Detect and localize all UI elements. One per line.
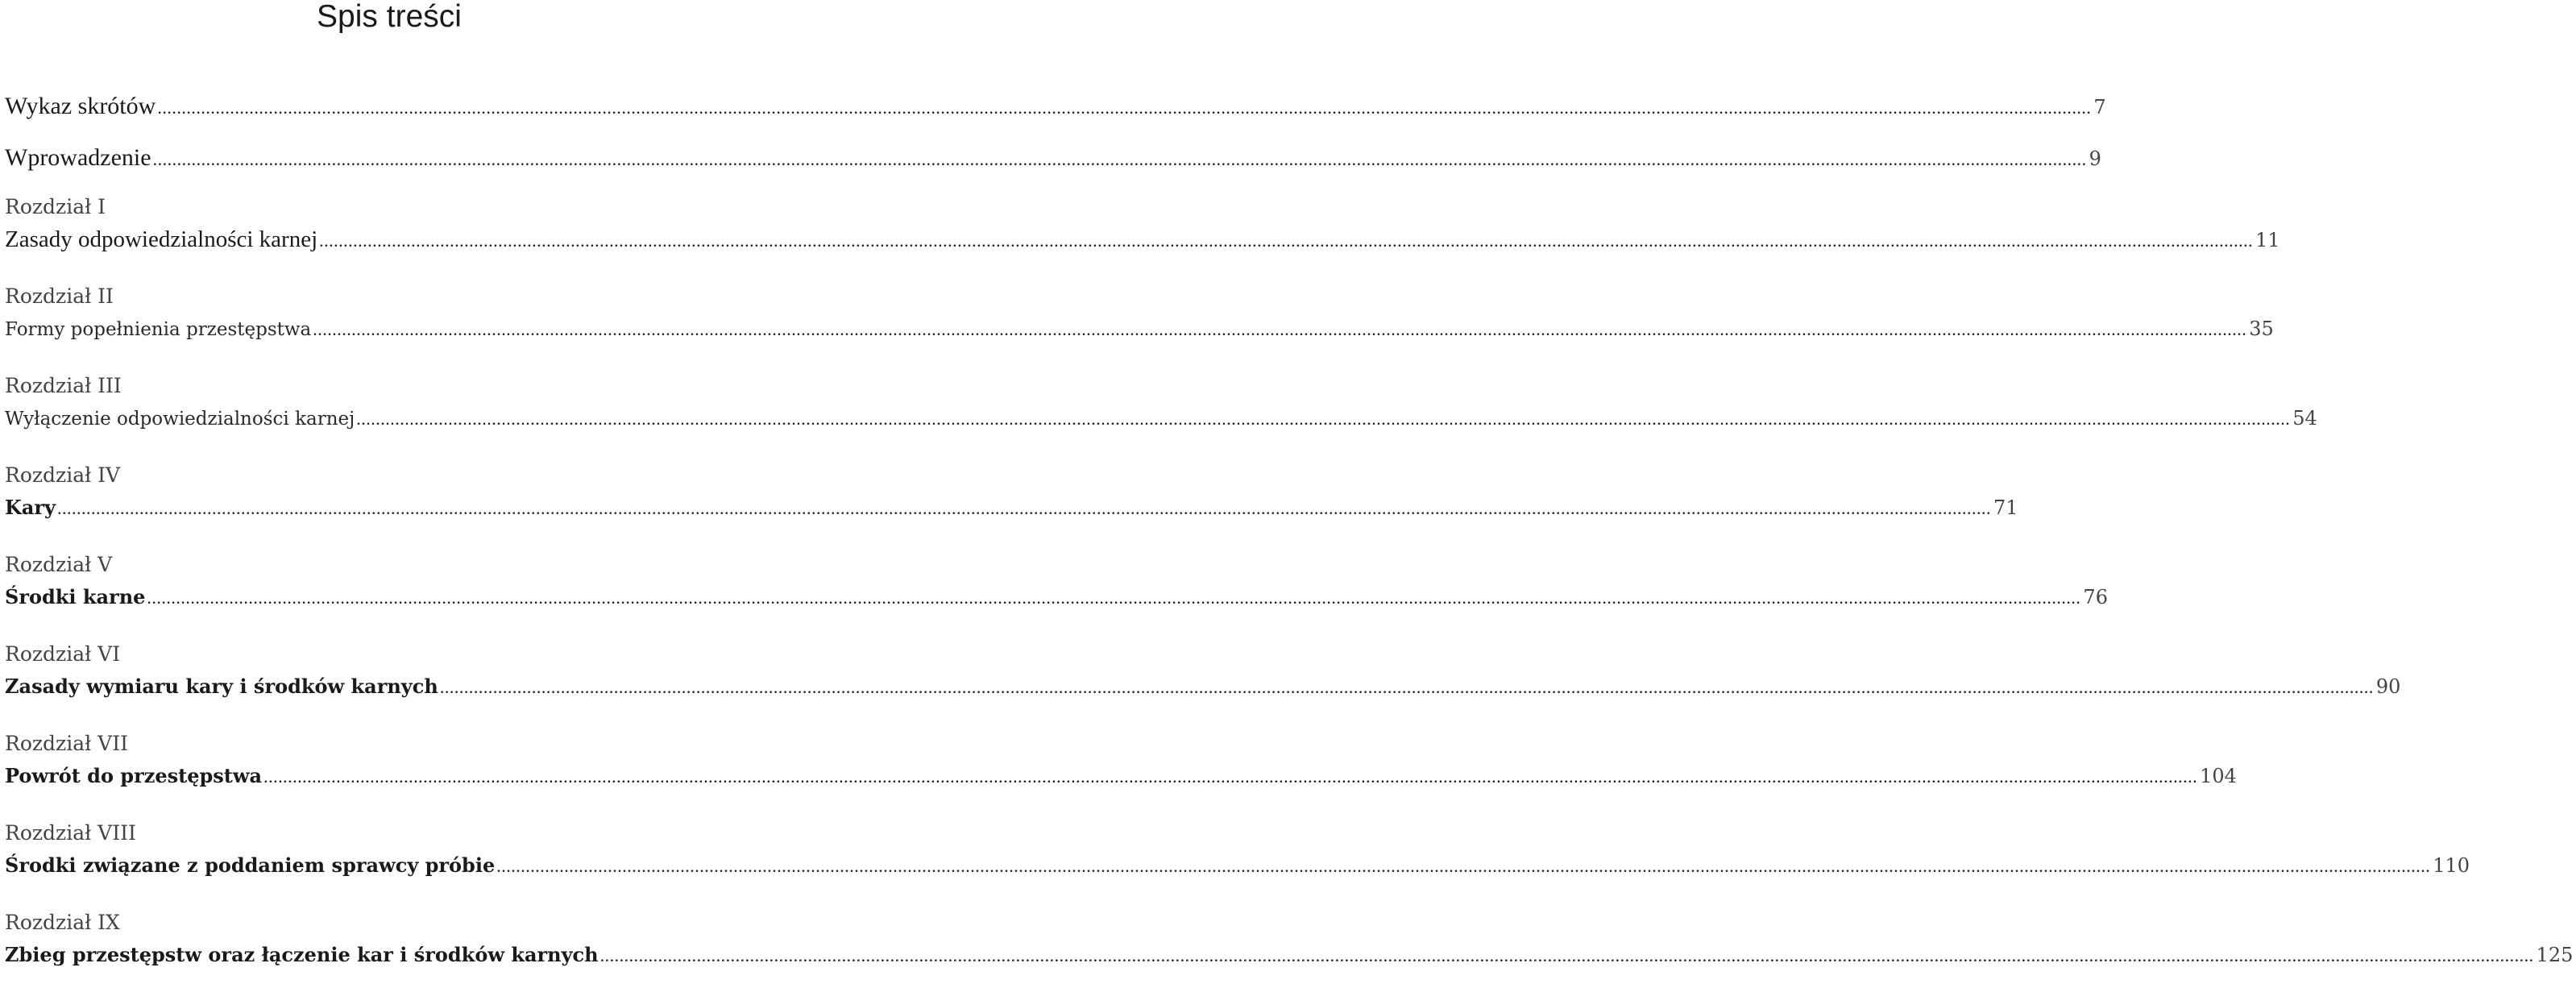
toc-chapter-4[interactable]	[5, 460, 2018, 525]
page-number: 54	[2292, 407, 2317, 430]
dot-leader: ................................................................................................................................................................................................................................................................................................................................................................................................................	[496, 856, 2431, 876]
toc-line	[5, 758, 2237, 794]
toc-chapter-9[interactable]	[5, 907, 2574, 973]
chapter-label: Rozdział IX	[5, 911, 120, 934]
toc-chapter-2[interactable]	[5, 281, 2274, 347]
toc-chapter-6[interactable]	[5, 639, 2401, 704]
chapter-label: Rozdział VIII	[5, 821, 136, 845]
chapter-title: Wyłączenie odpowiedzialności karnej	[5, 409, 355, 430]
toc-chapter-1[interactable]	[5, 192, 2280, 257]
page-number: 7	[2093, 96, 2106, 118]
toc-line	[5, 490, 2018, 525]
dot-leader: ................................................................................................................................................................................................................................................................................................................................................................................................................	[439, 677, 2374, 697]
chapter-title: Formy popełnienia przestępstwa	[5, 319, 312, 340]
chapter-title: Środki karne	[5, 585, 146, 608]
toc-entry-title: Wykaz skrótów	[5, 93, 156, 119]
chapter-title: Zasady wymiaru kary i środków karnych	[5, 675, 438, 698]
page-number: 110	[2433, 854, 2470, 877]
page-number: 9	[2089, 147, 2101, 170]
dot-leader: ................................................................................................................................................................................................................................................................................................................................................................................................................	[263, 766, 2198, 787]
chapter-title: Środki związane z poddaniem sprawcy próbie	[5, 853, 496, 877]
toc-chapter-7[interactable]	[5, 729, 2237, 794]
page-number: 11	[2255, 229, 2280, 251]
chapter-label: Rozdział I	[5, 195, 106, 218]
chapter-label: Rozdział III	[5, 374, 122, 397]
page-number: 71	[1993, 496, 2018, 519]
toc-line	[5, 848, 2470, 883]
toc-entry-abbreviations[interactable]	[5, 89, 2106, 124]
page-number: 104	[2200, 765, 2237, 787]
page-number: 90	[2375, 675, 2401, 698]
toc-line	[5, 401, 2317, 436]
page-number: 35	[2249, 318, 2274, 340]
chapter-title: Zasady odpowiedzialności karnej	[5, 226, 318, 252]
toc-line	[5, 89, 2106, 124]
dot-leader: ................................................................................................................................................................................................................................................................................................................................................................................................................	[157, 98, 2092, 118]
page-number: 125	[2536, 944, 2574, 966]
toc-line	[5, 311, 2274, 347]
toc-list	[5, 89, 2574, 973]
dot-leader: ................................................................................................................................................................................................................................................................................................................................................................................................................	[57, 498, 1991, 518]
toc-line	[5, 140, 2101, 176]
dot-leader: ................................................................................................................................................................................................................................................................................................................................................................................................................	[313, 319, 2247, 339]
toc-line	[5, 669, 2401, 704]
toc-line	[5, 222, 2280, 257]
dot-leader: ................................................................................................................................................................................................................................................................................................................................................................................................................	[152, 149, 2087, 169]
toc-chapter-3[interactable]	[5, 371, 2317, 436]
chapter-label: Rozdział VII	[5, 732, 128, 755]
toc-chapter-5[interactable]	[5, 550, 2108, 615]
toc-entry-introduction[interactable]	[5, 140, 2101, 176]
chapter-label: Rozdział IV	[5, 463, 121, 487]
dot-leader: ................................................................................................................................................................................................................................................................................................................................................................................................................	[356, 409, 2291, 429]
dot-leader: ................................................................................................................................................................................................................................................................................................................................................................................................................	[319, 230, 2254, 251]
chapter-title: Kary	[5, 496, 56, 519]
toc-line	[5, 937, 2574, 973]
chapter-label: Rozdział VI	[5, 642, 121, 666]
toc-chapter-8[interactable]	[5, 818, 2470, 883]
chapter-title: Powrót do przestępstwa	[5, 764, 263, 787]
dot-leader: ................................................................................................................................................................................................................................................................................................................................................................................................................	[147, 587, 2081, 608]
page-number: 76	[2083, 586, 2108, 608]
page-title: Spis treści	[317, 0, 462, 34]
chapter-label: Rozdział V	[5, 553, 113, 576]
chapter-label: Rozdział II	[5, 284, 114, 308]
toc-line	[5, 579, 2108, 615]
dot-leader: ................................................................................................................................................................................................................................................................................................................................................................................................................	[599, 945, 2534, 965]
toc-entry-title: Wprowadzenie	[5, 144, 151, 171]
chapter-title: Zbieg przestępstw oraz łączenie kar i środków karnych	[5, 943, 599, 966]
